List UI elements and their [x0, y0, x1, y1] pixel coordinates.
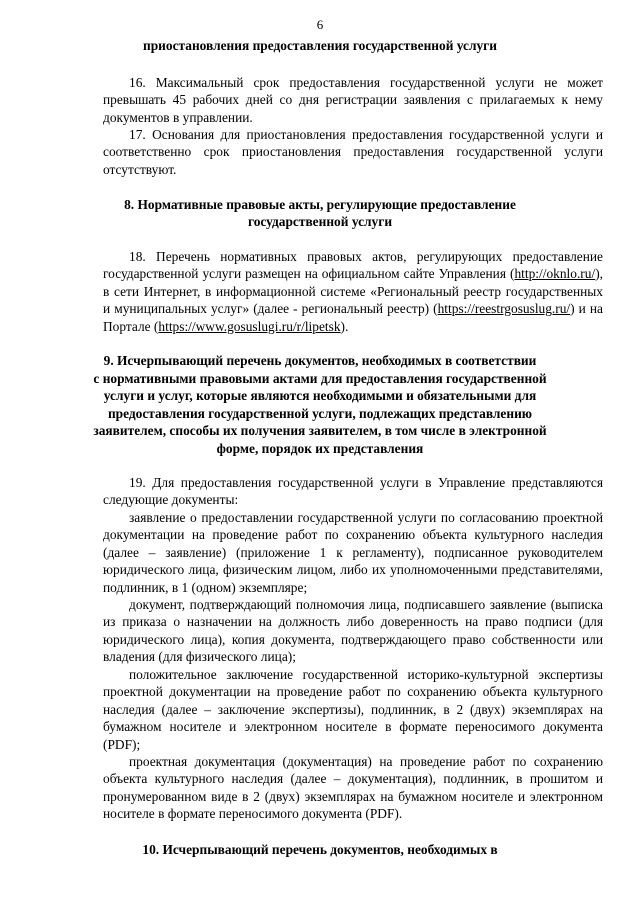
paragraph-18-text: ) и на Портале (: [103, 301, 603, 334]
document-list-item-4: проектная документация (документация) на проведение работ по сохранению объекта культурного наследия (далее – документация), подлинник, в прошитом и пронумерованном виде в 2 (двух) экземплярах на бумажном носителе и электронном носителе в формате переносимого документа (PDF).: [103, 754, 603, 822]
link-oknlo[interactable]: http://oknlo.ru/: [514, 266, 596, 282]
page-number: 6: [316, 17, 324, 32]
document-list-item-1: заявление о предоставлении государственной услуги по согласованию проектной документации на проведение работ по сохранению объекта культурного наследия (далее – заявление) (приложение 1 к регламенту), подписанное руководителем юридического лица, физическим лицом, либо их уполномоченными представителями, подлинник, в 1 (одном) экземпляре;: [103, 510, 603, 595]
section-9-heading-line: услуги и услуг, которые являются необходимыми и обязательными для: [103, 388, 537, 403]
section-8-heading-line: 8. Нормативные правовые акты, регулирующие предоставление: [124, 197, 516, 212]
paragraph-18: [103, 248, 603, 335]
link-reestrgosuslug[interactable]: https://reestrgosuslug.ru/: [437, 301, 571, 317]
paragraph-19: 19. Для предоставления государственной услуги в Управление представляются следующие документы:: [103, 475, 603, 508]
section-10-heading: 10. Исчерпывающий перечень документов, необходимых в: [142, 842, 498, 857]
section-9-heading-line: с нормативными правовыми актами для предоставления государственной: [93, 371, 547, 386]
section-9-heading-line: предоставления государственной услуги, подлежащих представлению: [107, 406, 533, 421]
heading-text: приостановления предоставления государственной услуги: [143, 38, 497, 53]
section-9-heading-line: форме, порядок их представления: [216, 441, 424, 456]
link-gosuslugi[interactable]: https://www.gosuslugi.ru/r/lipetsk: [158, 318, 341, 334]
paragraph-17: 17. Основания для приостановления предоставления государственной услуги и соответственно срок приостановления предоставления государственной услуги отсутствуют.: [103, 127, 603, 177]
section-9-heading-line: 9. Исчерпывающий перечень документов, необходимых в соответствии: [103, 353, 537, 368]
paragraph-16: 16. Максимальный срок предоставления государственной услуги не может превышать 45 рабочих дней со дня регистрации заявления с прилагаемых к нему документов в управлении.: [103, 75, 603, 125]
paragraph-18-text: 18. Перечень нормативных правовых актов, регулирующих предоставление государственной услуги размещен на официальном сайте Управления (: [103, 249, 603, 282]
section-9-heading-line: заявителем, способы их получения заявителем, в том числе в электронной: [93, 423, 547, 438]
section-8-heading-line: государственной услуги: [247, 214, 393, 229]
paragraph-18-text: ), в сети Интернет, в информационной системе «Региональный реестр государственных и муниципальных услуг» (далее - региональный реестр) (: [103, 266, 603, 317]
section-7-heading-continuation: [0, 37, 640, 54]
document-list-item-2: документ, подтверждающий полномочия лица, подписавшего заявление (выписка из приказа о назначении на должность либо доверенность на право подписи (для юридического лица), копия документа, подтверждающего право собственности или владения (для физического лица);: [103, 597, 603, 665]
paragraph-18-text: ).: [340, 318, 349, 334]
document-list-item-3: положительное заключение государственной историко-культурной экспертизы проектной документации на проведение работ по сохранению объекта культурного наследия (далее – заключение экспертизы), подлинник, в 2 (двух) экземплярах на бумажном носителе и электронном носителе в формате переносимого документа (PDF);: [103, 667, 603, 752]
